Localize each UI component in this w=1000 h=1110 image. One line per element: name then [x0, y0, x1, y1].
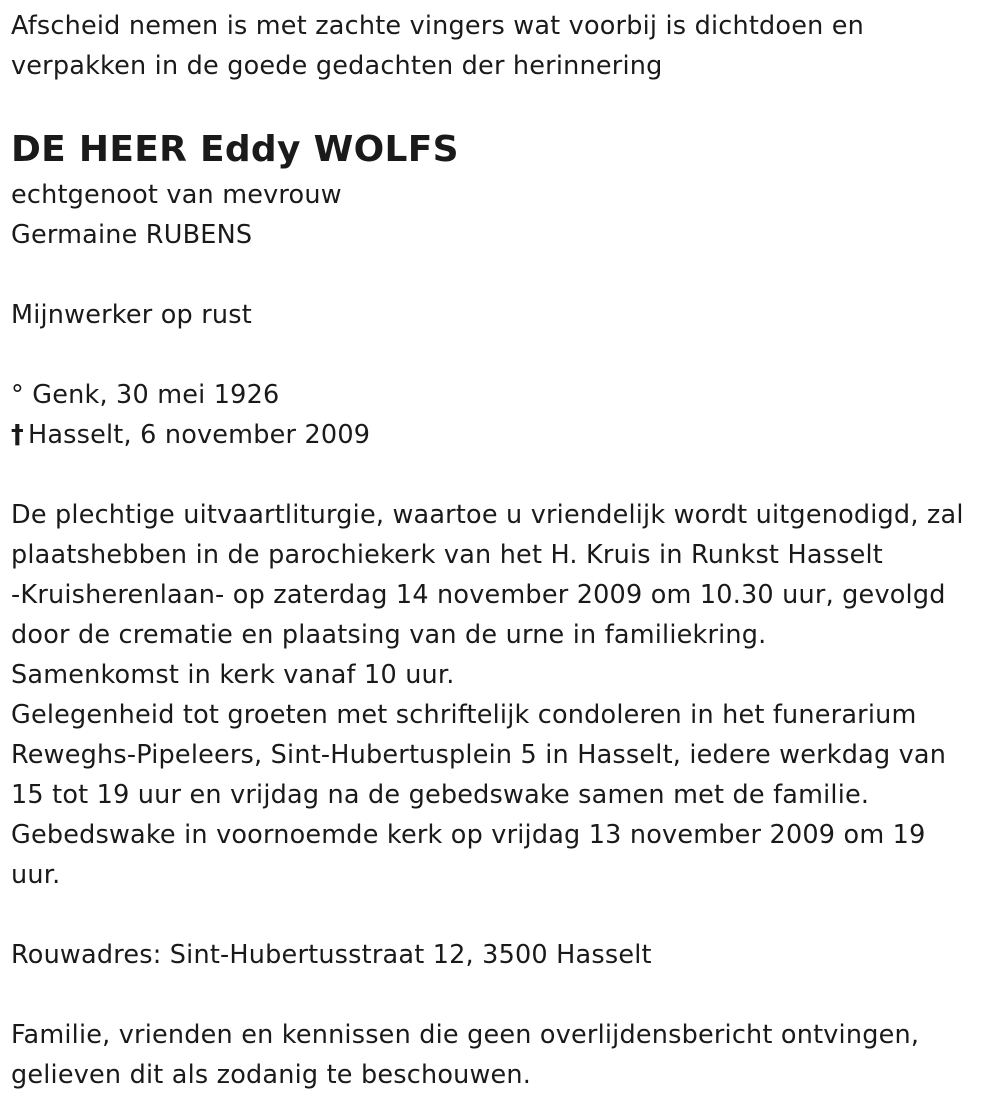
closing-line: Familie, vrienden en kennissen die geen overlijdensbericht ontvingen, [11, 1020, 920, 1050]
poem-line: verpakken in de goede gedachten der herinnering [11, 51, 663, 81]
ceremony-line: De plechtige uitvaartliturgie, waartoe u vriendelijk wordt uitgenodigd, zal [11, 500, 964, 530]
ceremony-line: door de crematie en plaatsing van de urne in familiekring. [11, 620, 767, 650]
mourning-address: Rouwadres: Sint-Hubertusstraat 12, 3500 Hasselt [11, 940, 652, 970]
spacer [11, 455, 996, 495]
spacer [11, 335, 996, 375]
life-dates [11, 375, 996, 455]
spouse-name: Germaine RUBENS [11, 220, 253, 250]
deceased-name: DE HEER Eddy WOLFS [11, 129, 459, 170]
ceremony-line: Gebedswake in voornoemde kerk op vrijdag 13 november 2009 om 19 [11, 820, 926, 850]
ceremony-line: plaatshebben in de parochiekerk van het H. Kruis in Runkst Hasselt [11, 540, 883, 570]
poem [11, 6, 996, 86]
ceremony-line: 15 tot 19 uur en vrijdag na de gebedswake samen met de familie. [11, 780, 870, 810]
spouse-info [11, 175, 996, 255]
ceremony-line: -Kruisherenlaan- op zaterdag 14 november 2009 om 10.30 uur, gevolgd [11, 580, 946, 610]
ceremony-details [11, 495, 996, 895]
death-line [11, 415, 996, 455]
poem-line: Afscheid nemen is met zachte vingers wat voorbij is dichtdoen en [11, 11, 865, 41]
birth-symbol: ° [11, 380, 24, 410]
spouse-line: echtgenoot van mevrouw [11, 180, 342, 210]
occupation: Mijnwerker op rust [11, 300, 252, 330]
death-date: Hasselt, 6 november 2009 [27, 420, 371, 450]
spacer [11, 975, 996, 1015]
closing-line: gelieven dit als zodanig te beschouwen. [11, 1060, 532, 1090]
birth-line [11, 375, 996, 415]
obituary-notice [11, 6, 996, 1095]
birth-date: Genk, 30 mei 1926 [32, 380, 280, 410]
ceremony-line: Samenkomst in kerk vanaf 10 uur. [11, 660, 455, 690]
spacer [11, 255, 996, 295]
ceremony-line: Gelegenheid tot groeten met schriftelijk condoleren in het funerarium [11, 700, 917, 730]
closing-note [11, 1015, 996, 1095]
spacer [11, 895, 996, 935]
ceremony-line: Reweghs-Pipeleers, Sint-Hubertusplein 5 in Hasselt, iedere werkdag van [11, 740, 947, 770]
ceremony-line: uur. [11, 860, 61, 890]
cross-icon: † [11, 420, 24, 450]
